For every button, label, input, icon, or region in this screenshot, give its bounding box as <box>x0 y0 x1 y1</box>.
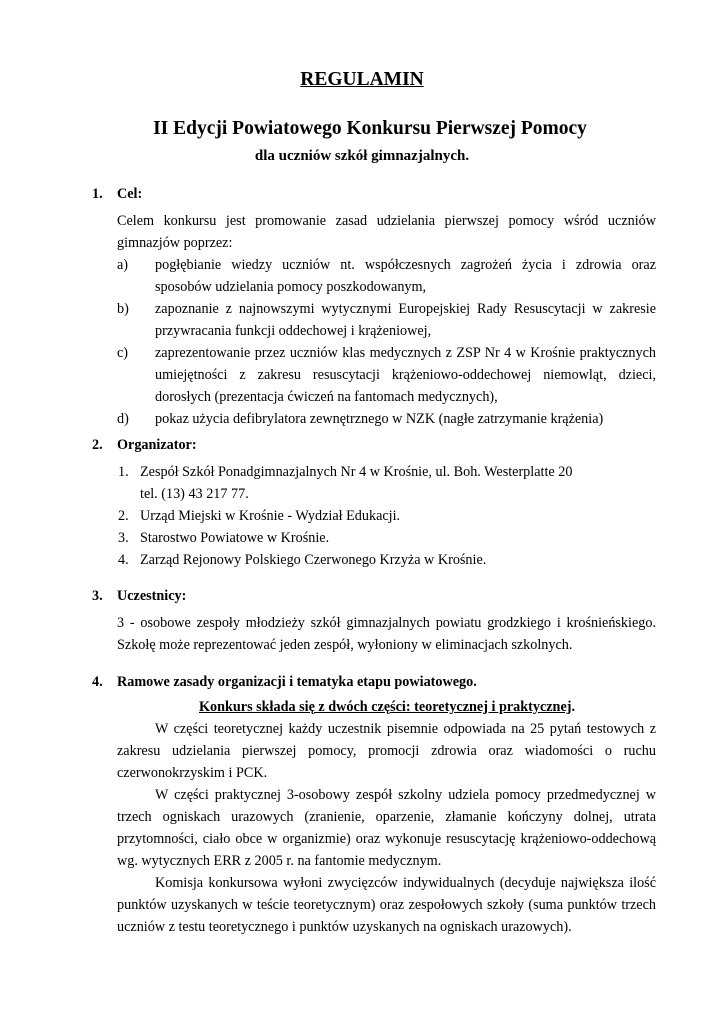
list-marker: a) <box>117 257 129 273</box>
paragraph-practice: W części praktycznej 3-osobowy zespół szkolny udziela pomocy przedmedycznej w trzech ogniskach urazowych (zranienie, oparzenie, złamanie kończyny dolnej, utrata przytomności, ciało obce w organizmie) oraz wykonuje resuscytację krążeniowo-oddechową wg. wytycznych ERR z 2005 r. na fantomie medycznym. <box>117 787 656 869</box>
list-marker: b) <box>117 301 129 317</box>
section-title: Uczestnicy: <box>117 588 187 604</box>
list-marker: d) <box>117 411 129 427</box>
section-title: Ramowe zasady organizacji i tematyka etapu powiatowego. <box>117 674 477 690</box>
section-4-body <box>117 718 656 938</box>
section-number: 4. <box>92 674 103 690</box>
section-number: 1. <box>92 186 103 202</box>
list-item <box>117 254 656 298</box>
list-item <box>118 549 658 571</box>
list-item-phone: tel. (13) 43 217 77. <box>140 486 249 502</box>
centered-period: . <box>571 699 576 715</box>
document-subsubtitle: dla uczniów szkół gimnazjalnych. <box>254 148 470 164</box>
section-2-organizers-list <box>118 461 658 571</box>
section-1-goals-list <box>117 254 656 430</box>
list-item-text: pogłębianie wiedzy uczniów nt. współczesnych zagrożeń życia i zdrowia oraz sposobów udzielania pomocy poszkodowanym, <box>155 257 656 295</box>
paragraph-jury: Komisja konkursowa wyłoni zwycięzców indywidualnych (decyduje największa ilość punktów uzyskanych w teście teoretycznym) oraz zespołowych szkoły (suma punktów trzech uczniów z testu teoretycznego i punktów uzyskanych na ogniskach urazowych). <box>117 875 656 935</box>
list-marker: 4. <box>118 552 129 568</box>
section-number: 3. <box>92 588 103 604</box>
section-number: 2. <box>92 437 103 453</box>
list-item <box>118 461 658 505</box>
list-item-text: zaprezentowanie przez uczniów klas medycznych z ZSP Nr 4 w Krośnie praktycznych umiejętności z zakresu resuscytacji krążeniowo-oddechowej niemowląt, dzieci, dorosłych (prezentacja ćwiczeń na fantomach medycznych), <box>155 345 656 405</box>
list-item <box>118 505 658 527</box>
section-4-centered-note <box>117 696 657 718</box>
list-item <box>117 298 656 342</box>
centered-underlined-text: Konkurs składa się z dwóch części: teoretycznej i praktycznej <box>198 699 572 715</box>
list-item-text: pokaz użycia defibrylatora zewnętrznego w NZK (nagłe zatrzymanie krążenia) <box>155 411 604 427</box>
paragraph-theory: W części teoretycznej każdy uczestnik pisemnie odpowiada na 25 pytań testowych z zakresu udzielania pierwszej pomocy, promocji zdrowia oraz wiadomości o ruchu czerwonokrzyskim i PCK. <box>117 721 656 781</box>
list-marker: 3. <box>118 530 129 546</box>
list-item-text: Urząd Miejski w Krośnie - Wydział Edukacji. <box>140 508 401 524</box>
list-item-text: zapoznanie z najnowszymi wytycznymi Europejskiej Rady Resuscytacji w zakresie przywracania funkcji oddechowej i krążeniowej, <box>155 301 656 339</box>
section-3-body <box>117 612 656 656</box>
list-item-text: Starostwo Powiatowe w Krośnie. <box>140 530 330 546</box>
paragraph: Celem konkursu jest promowanie zasad udzielania pierwszej pomocy wśród uczniów gimnazjów poprzez: <box>117 213 656 251</box>
list-item-text: Zespół Szkół Ponadgimnazjalnych Nr 4 w Krośnie, ul. Boh. Westerplatte 20 <box>140 464 573 480</box>
list-item-text: Zarząd Rejonowy Polskiego Czerwonego Krzyża w Krośnie. <box>140 552 487 568</box>
list-item <box>118 527 658 549</box>
document-title: REGULAMIN <box>300 69 424 90</box>
list-marker: 2. <box>118 508 129 524</box>
list-marker: 1. <box>118 464 129 480</box>
list-item <box>117 342 656 408</box>
list-item <box>117 408 656 430</box>
paragraph: 3 - osobowe zespoły młodzieży szkół gimnazjalnych powiatu grodzkiego i krośnieńskiego. Szkołę może reprezentować jeden zespół, wyłoniony w eliminacjach szkolnych. <box>117 615 656 653</box>
section-title: Cel: <box>117 186 143 202</box>
section-1-intro <box>117 210 656 254</box>
section-title: Organizator: <box>117 437 197 453</box>
document-subtitle: II Edycji Powiatowego Konkursu Pierwszej Pomocy <box>153 118 587 139</box>
list-marker: c) <box>117 345 129 361</box>
